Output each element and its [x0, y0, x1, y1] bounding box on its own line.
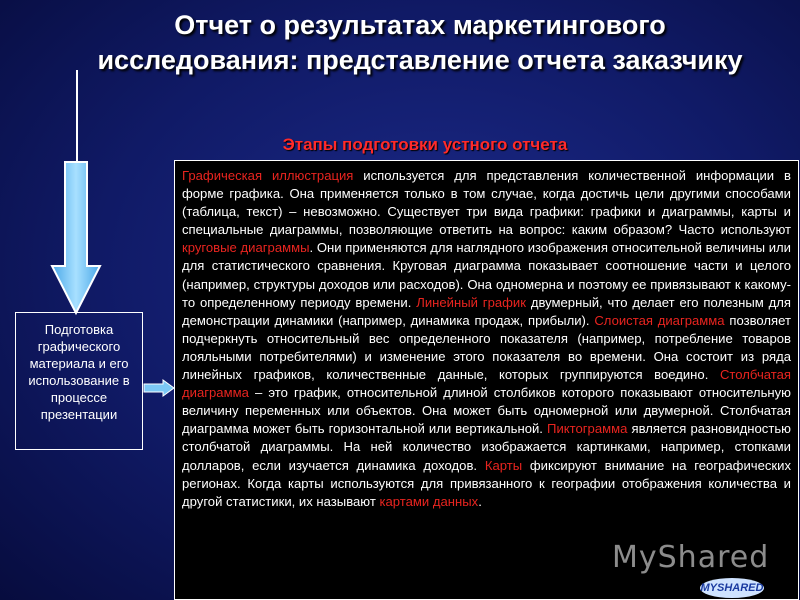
- body-text: фиксируют внимание на географических регионах. Когда карты используются для привязанного к географии отображения количества и другой статистики, их называют: [182, 457, 791, 509]
- watermark: MyShared: [612, 540, 770, 575]
- highlighted-term: Столбчатая диаграмма: [182, 367, 791, 401]
- highlighted-term: круговые диаграммы: [182, 240, 310, 256]
- body-text: – это график, относительной длиной столбиков которого показывают относительную величину переменных или объектов. Она может быть одномерной или двумерной. Столбчатая диаграмма может быть горизонтальной или вертикальной.: [182, 385, 791, 437]
- right-arrow-icon: [143, 379, 175, 397]
- highlighted-term: картами данных: [379, 493, 479, 509]
- highlighted-term: Слоистая диаграмма: [594, 312, 725, 328]
- body-text: используется для представления количественной информации в форме графика. Она применяется только в том случае, когда достичь цели другими способами (таблица, текст) – невозможно. Существует три вида графики: графики и диаграммы, карты и специальные диаграммы, позволяющие ответить на вопрос: каким образом? Часто используют: [182, 168, 791, 238]
- stage-box: [15, 312, 143, 450]
- highlighted-term: Графическая иллюстрация: [182, 168, 354, 183]
- body-text: .: [478, 493, 482, 509]
- slide-title: Отчет о результатах маркетингового исследования: представление отчета заказчику: [97, 10, 743, 75]
- body-text: двумерный, что делает его полезным для демонстрации динамики (например, динамика продаж, прибыли).: [182, 294, 792, 328]
- slide-subtitle: Этапы подготовки устного отчета: [282, 135, 568, 154]
- content-panel: [174, 160, 799, 600]
- highlighted-term: Пиктограмма: [547, 421, 628, 437]
- stage-label: Подготовка графического материала и его использование в процессе презентации: [28, 322, 130, 422]
- body-text: . Они применяются для наглядного изображения относительной величины или для статистического сравнения. Круговая диаграмма показывает соотношение части и целого (например, структуры доходов или расходов). Она одномерна и поэтому ее привязывают к какому-то определенному периоду времени.: [182, 240, 791, 310]
- down-arrow-icon: [50, 160, 102, 316]
- body-text: позволяет подчеркнуть относительный вес определенного показателя (например, потребление товаров лояльными потребителями) и изменение этого показателя во времени. Она состоит из ряда линейных графиков, количественные данные, которых группируются воедино.: [182, 312, 791, 383]
- body-text: является разновидностью столбчатой диаграммы. На ней количество изображается картинками, например, стопками долларов, если изучается динамика доходов.: [182, 421, 791, 473]
- highlighted-term: Линейный график: [416, 294, 526, 310]
- highlighted-term: Карты: [484, 457, 523, 473]
- content-text: [182, 167, 791, 511]
- site-logo: MYSHARED: [700, 578, 764, 598]
